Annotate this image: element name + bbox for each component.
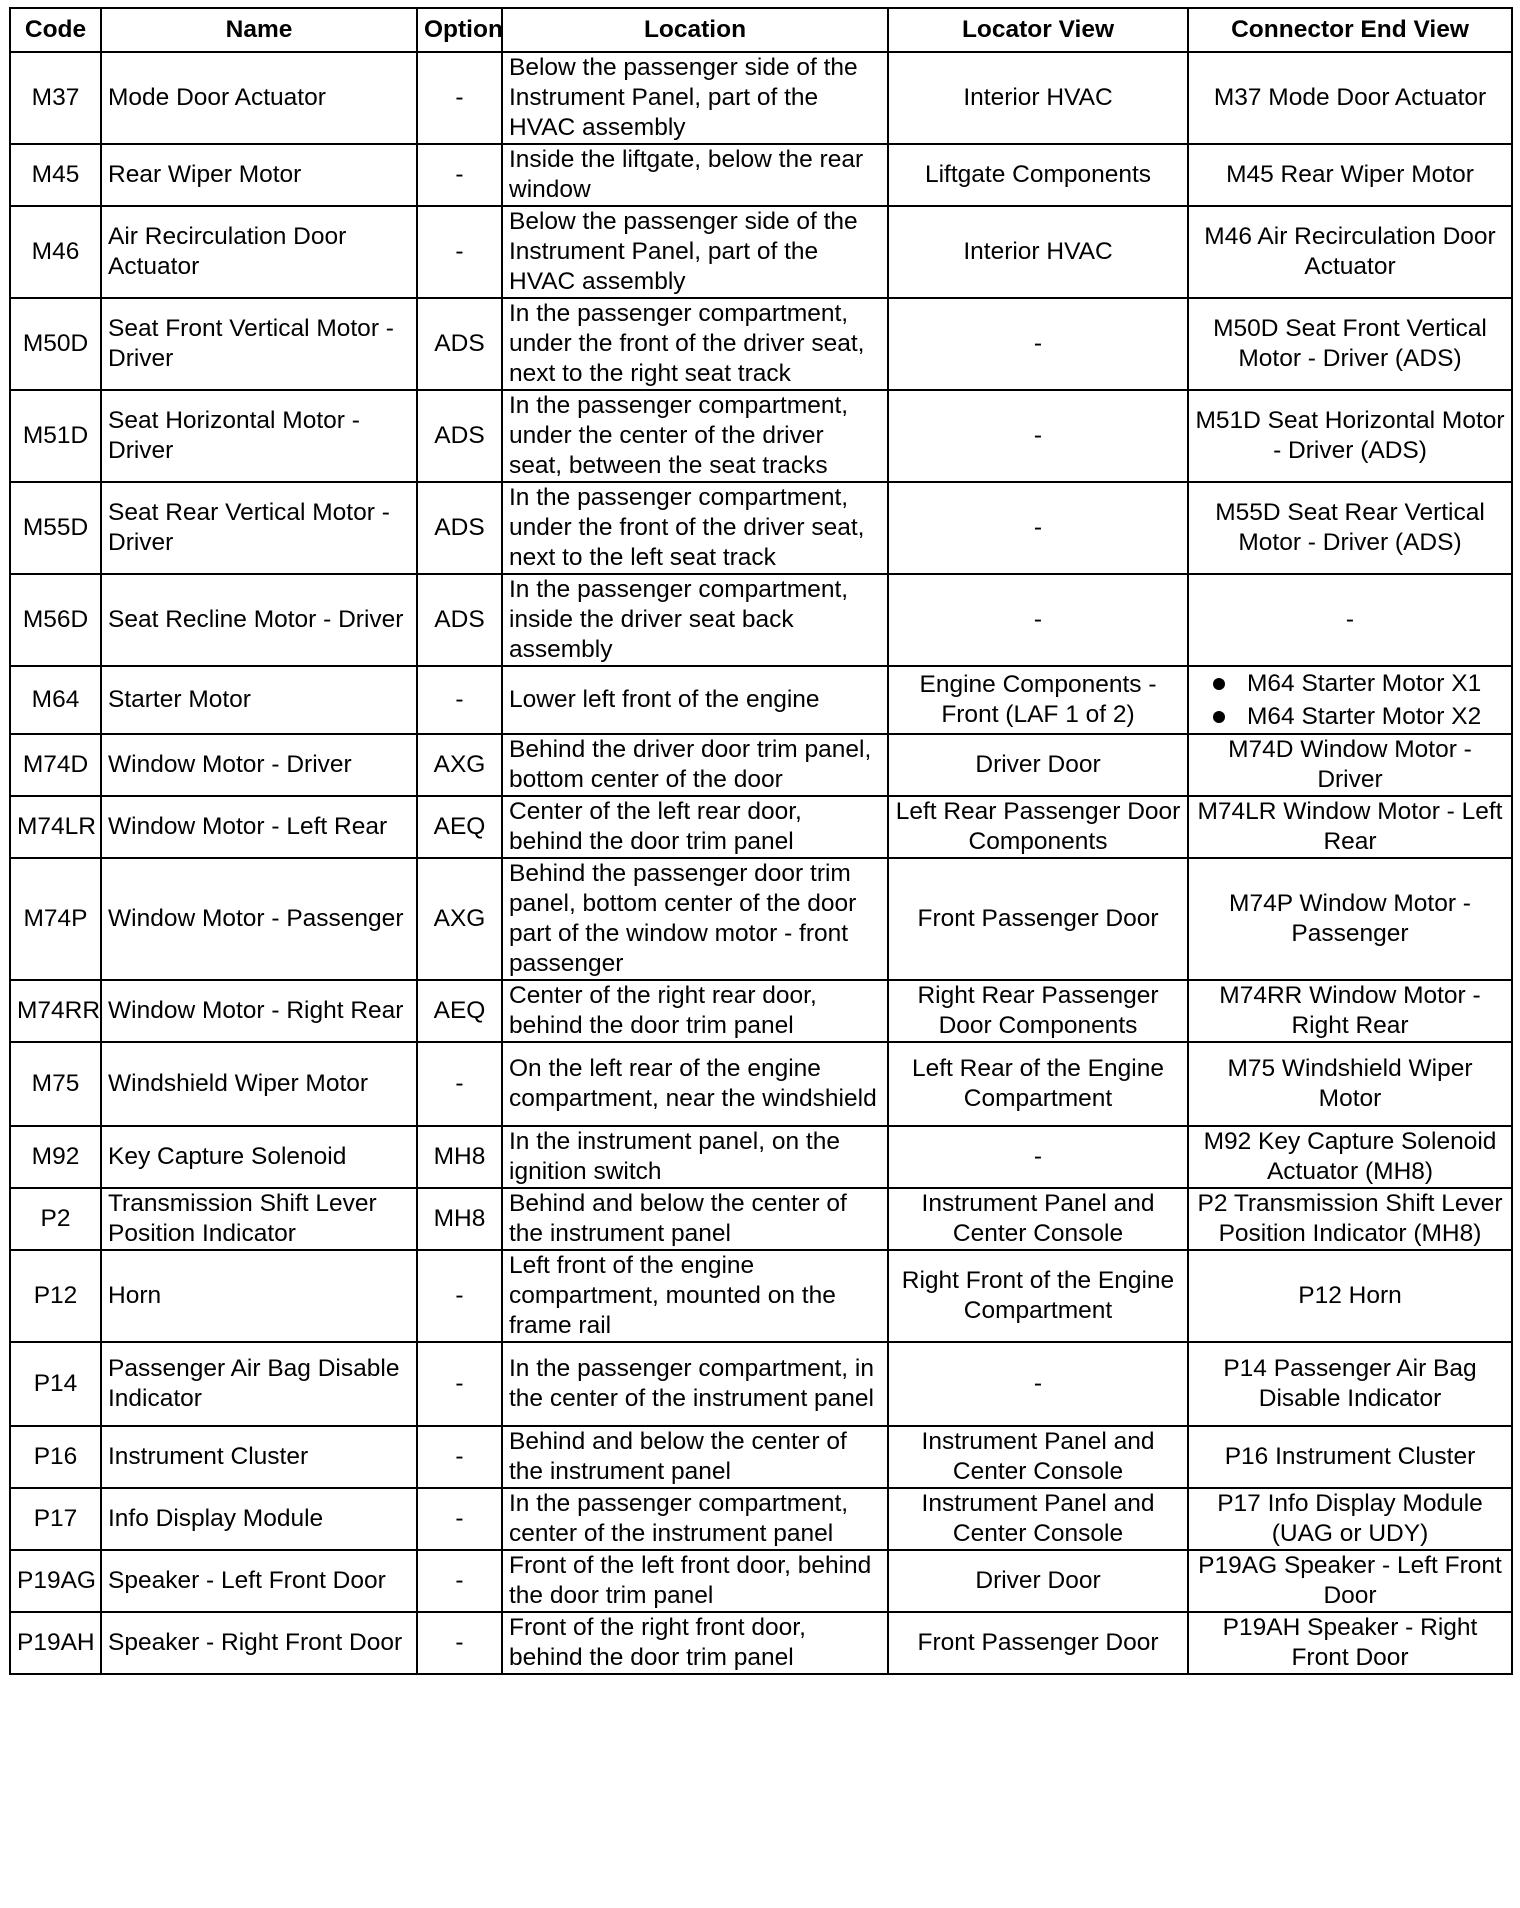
component-locator-table — [9, 7, 1513, 1675]
cell-name: Seat Front Vertical Motor - Driver — [101, 298, 417, 390]
cell-code: M50D — [10, 298, 101, 390]
table-row — [10, 1042, 1512, 1126]
cell-locator-view: Instrument Panel and Center Console — [888, 1488, 1188, 1550]
cell-location: On the left rear of the engine compartment, near the windshield — [502, 1042, 888, 1126]
table-row — [10, 858, 1512, 980]
cell-code: M74RR — [10, 980, 101, 1042]
cell-name: Seat Recline Motor - Driver — [101, 574, 417, 666]
cell-option: - — [417, 1042, 502, 1126]
cell-locator-view: Front Passenger Door — [888, 858, 1188, 980]
header-option: Option — [417, 8, 502, 52]
cell-locator-view: - — [888, 1126, 1188, 1188]
cell-option: AXG — [417, 858, 502, 980]
cell-code: P19AH — [10, 1612, 101, 1674]
cell-code: M45 — [10, 144, 101, 206]
cell-name: Windshield Wiper Motor — [101, 1042, 417, 1126]
table-row — [10, 1550, 1512, 1612]
cell-locator-view: - — [888, 298, 1188, 390]
cell-connector-end-view: M92 Key Capture Solenoid Actuator (MH8) — [1188, 1126, 1512, 1188]
cell-connector-end-view: P19AH Speaker - Right Front Door — [1188, 1612, 1512, 1674]
cell-location: In the passenger compartment, under the front of the driver seat, next to the left seat track — [502, 482, 888, 574]
cell-locator-view: - — [888, 482, 1188, 574]
cell-name: Window Motor - Driver — [101, 734, 417, 796]
cell-locator-view: Instrument Panel and Center Console — [888, 1426, 1188, 1488]
cell-connector-end-view: - — [1188, 574, 1512, 666]
cell-option: ADS — [417, 390, 502, 482]
cell-locator-view: Interior HVAC — [888, 52, 1188, 144]
cell-option: - — [417, 666, 502, 734]
table-row — [10, 1612, 1512, 1674]
cell-connector-end-view: M55D Seat Rear Vertical Motor - Driver (ADS) — [1188, 482, 1512, 574]
cell-location: Inside the liftgate, below the rear window — [502, 144, 888, 206]
cell-connector-end-view: M75 Windshield Wiper Motor — [1188, 1042, 1512, 1126]
cell-locator-view: Instrument Panel and Center Console — [888, 1188, 1188, 1250]
cell-code: M55D — [10, 482, 101, 574]
cell-name: Starter Motor — [101, 666, 417, 734]
cell-location: In the passenger compartment, under the center of the driver seat, between the seat tracks — [502, 390, 888, 482]
cell-code: P17 — [10, 1488, 101, 1550]
table-row — [10, 390, 1512, 482]
cell-option: - — [417, 1488, 502, 1550]
table-row — [10, 52, 1512, 144]
cell-code: M37 — [10, 52, 101, 144]
cell-connector-end-view: P12 Horn — [1188, 1250, 1512, 1342]
cell-connector-end-view: M74RR Window Motor - Right Rear — [1188, 980, 1512, 1042]
cell-connector-end-view: M74P Window Motor - Passenger — [1188, 858, 1512, 980]
cell-locator-view: Engine Components - Front (LAF 1 of 2) — [888, 666, 1188, 734]
table-row — [10, 144, 1512, 206]
cell-locator-view: Driver Door — [888, 1550, 1188, 1612]
connector-list — [1195, 667, 1505, 733]
cell-code: P19AG — [10, 1550, 101, 1612]
cell-location: Center of the left rear door, behind the door trim panel — [502, 796, 888, 858]
cell-location: Center of the right rear door, behind the door trim panel — [502, 980, 888, 1042]
cell-name: Window Motor - Passenger — [101, 858, 417, 980]
cell-locator-view: - — [888, 390, 1188, 482]
cell-option: - — [417, 1612, 502, 1674]
cell-name: Air Recirculation Door Actuator — [101, 206, 417, 298]
cell-connector-end-view: M37 Mode Door Actuator — [1188, 52, 1512, 144]
cell-locator-view: Front Passenger Door — [888, 1612, 1188, 1674]
header-connector-end-view: Connector End View — [1188, 8, 1512, 52]
cell-connector-end-view: P17 Info Display Module (UAG or UDY) — [1188, 1488, 1512, 1550]
cell-locator-view: Liftgate Components — [888, 144, 1188, 206]
cell-locator-view: Right Front of the Engine Compartment — [888, 1250, 1188, 1342]
cell-option: AEQ — [417, 796, 502, 858]
cell-name: Seat Horizontal Motor - Driver — [101, 390, 417, 482]
cell-name: Passenger Air Bag Disable Indicator — [101, 1342, 417, 1426]
table-row — [10, 482, 1512, 574]
table-row — [10, 980, 1512, 1042]
cell-code: M74D — [10, 734, 101, 796]
cell-code: M46 — [10, 206, 101, 298]
connector-list-item: M64 Starter Motor X2 — [1213, 700, 1505, 733]
table-row — [10, 1342, 1512, 1426]
cell-location: Behind the driver door trim panel, bottom center of the door — [502, 734, 888, 796]
cell-code: M74P — [10, 858, 101, 980]
cell-location: Left front of the engine compartment, mounted on the frame rail — [502, 1250, 888, 1342]
cell-name: Horn — [101, 1250, 417, 1342]
cell-code: M75 — [10, 1042, 101, 1126]
cell-location: Front of the right front door, behind the door trim panel — [502, 1612, 888, 1674]
cell-code: P16 — [10, 1426, 101, 1488]
cell-option: - — [417, 1426, 502, 1488]
cell-code: M74LR — [10, 796, 101, 858]
cell-locator-view: Interior HVAC — [888, 206, 1188, 298]
cell-option: ADS — [417, 574, 502, 666]
cell-locator-view: Driver Door — [888, 734, 1188, 796]
cell-code: P14 — [10, 1342, 101, 1426]
cell-option: - — [417, 206, 502, 298]
header-locator-view: Locator View — [888, 8, 1188, 52]
cell-location: Lower left front of the engine — [502, 666, 888, 734]
cell-location: Behind and below the center of the instrument panel — [502, 1188, 888, 1250]
cell-name: Speaker - Right Front Door — [101, 1612, 417, 1674]
cell-name: Transmission Shift Lever Position Indicator — [101, 1188, 417, 1250]
cell-location: Behind the passenger door trim panel, bottom center of the door part of the window motor - front passenger — [502, 858, 888, 980]
cell-option: ADS — [417, 482, 502, 574]
cell-option: - — [417, 1250, 502, 1342]
table-header-row — [10, 8, 1512, 52]
cell-name: Key Capture Solenoid — [101, 1126, 417, 1188]
cell-option: AXG — [417, 734, 502, 796]
cell-code: M92 — [10, 1126, 101, 1188]
cell-code: M51D — [10, 390, 101, 482]
cell-name: Speaker - Left Front Door — [101, 1550, 417, 1612]
cell-name: Mode Door Actuator — [101, 52, 417, 144]
cell-option: - — [417, 1550, 502, 1612]
cell-option: - — [417, 52, 502, 144]
cell-code: P12 — [10, 1250, 101, 1342]
table-row — [10, 734, 1512, 796]
cell-location: In the passenger compartment, under the front of the driver seat, next to the right seat track — [502, 298, 888, 390]
cell-location: Behind and below the center of the instrument panel — [502, 1426, 888, 1488]
cell-code: P2 — [10, 1188, 101, 1250]
cell-connector-end-view: P2 Transmission Shift Lever Position Indicator (MH8) — [1188, 1188, 1512, 1250]
table-row — [10, 1188, 1512, 1250]
connector-list-item: M64 Starter Motor X1 — [1213, 667, 1505, 700]
table-row — [10, 666, 1512, 734]
cell-location: In the instrument panel, on the ignition switch — [502, 1126, 888, 1188]
cell-option: ADS — [417, 298, 502, 390]
cell-locator-view: - — [888, 1342, 1188, 1426]
cell-connector-end-view: M50D Seat Front Vertical Motor - Driver (ADS) — [1188, 298, 1512, 390]
table-body — [10, 52, 1512, 1674]
cell-connector-end-view: M45 Rear Wiper Motor — [1188, 144, 1512, 206]
table-row — [10, 1488, 1512, 1550]
table-row — [10, 1426, 1512, 1488]
table-row — [10, 574, 1512, 666]
cell-option: - — [417, 144, 502, 206]
cell-connector-end-view: P19AG Speaker - Left Front Door — [1188, 1550, 1512, 1612]
cell-name: Rear Wiper Motor — [101, 144, 417, 206]
table-row — [10, 796, 1512, 858]
header-name: Name — [101, 8, 417, 52]
cell-option: - — [417, 1342, 502, 1426]
cell-locator-view: Left Rear Passenger Door Components — [888, 796, 1188, 858]
cell-location: Below the passenger side of the Instrument Panel, part of the HVAC assembly — [502, 206, 888, 298]
cell-connector-end-view — [1188, 666, 1512, 734]
cell-locator-view: Right Rear Passenger Door Components — [888, 980, 1188, 1042]
cell-locator-view: - — [888, 574, 1188, 666]
table-row — [10, 1250, 1512, 1342]
cell-code: M56D — [10, 574, 101, 666]
cell-name: Window Motor - Left Rear — [101, 796, 417, 858]
cell-connector-end-view: M74D Window Motor - Driver — [1188, 734, 1512, 796]
header-location: Location — [502, 8, 888, 52]
cell-location: In the passenger compartment, inside the driver seat back assembly — [502, 574, 888, 666]
table-row — [10, 1126, 1512, 1188]
cell-connector-end-view: M74LR Window Motor - Left Rear — [1188, 796, 1512, 858]
cell-option: MH8 — [417, 1188, 502, 1250]
cell-connector-end-view: M46 Air Recirculation Door Actuator — [1188, 206, 1512, 298]
cell-connector-end-view: P16 Instrument Cluster — [1188, 1426, 1512, 1488]
cell-connector-end-view: M51D Seat Horizontal Motor - Driver (ADS) — [1188, 390, 1512, 482]
cell-name: Seat Rear Vertical Motor - Driver — [101, 482, 417, 574]
table-row — [10, 206, 1512, 298]
cell-location: Below the passenger side of the Instrument Panel, part of the HVAC assembly — [502, 52, 888, 144]
cell-locator-view: Left Rear of the Engine Compartment — [888, 1042, 1188, 1126]
cell-name: Window Motor - Right Rear — [101, 980, 417, 1042]
cell-option: MH8 — [417, 1126, 502, 1188]
cell-location: In the passenger compartment, in the center of the instrument panel — [502, 1342, 888, 1426]
cell-name: Instrument Cluster — [101, 1426, 417, 1488]
cell-option: AEQ — [417, 980, 502, 1042]
cell-code: M64 — [10, 666, 101, 734]
cell-location: In the passenger compartment, center of the instrument panel — [502, 1488, 888, 1550]
table-row — [10, 298, 1512, 390]
header-code: Code — [10, 8, 101, 52]
cell-location: Front of the left front door, behind the door trim panel — [502, 1550, 888, 1612]
cell-name: Info Display Module — [101, 1488, 417, 1550]
cell-connector-end-view: P14 Passenger Air Bag Disable Indicator — [1188, 1342, 1512, 1426]
